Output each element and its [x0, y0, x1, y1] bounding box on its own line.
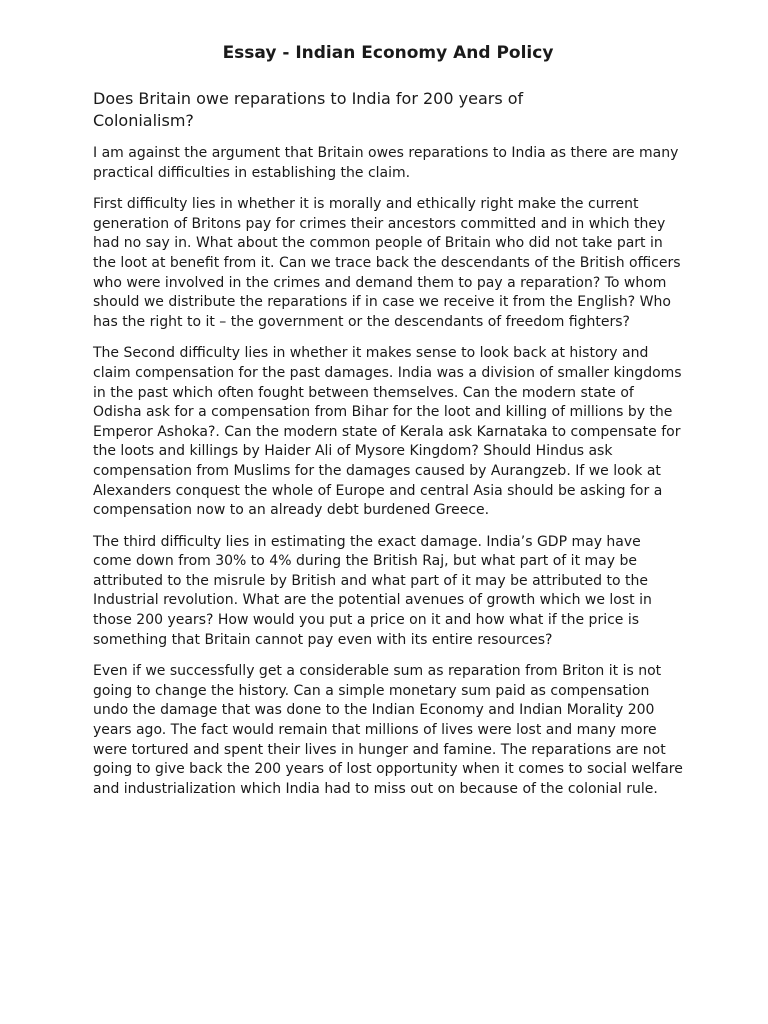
- document-page: [93, 42, 683, 811]
- paragraph-second-difficulty: The Second difficulty lies in whether it makes sense to look back at history and claim compensation for the past damages. India was a division of smaller kingdoms in the past which often fought between themselves. Can the modern state of Odisha ask for a compensation from Bihar for the loot and killing of millions by the Emperor Ashoka?. Can the modern state of Kerala ask Karnataka to compensate for the loots and killings by Haider Ali of Mysore Kingdom? Should Hindus ask compensation from Muslims for the damages caused by Aurangzeb. If we look at Alexanders conquest the whole of Europe and central Asia should be asking for a compensation now to an already debt burdened Greece.: [93, 345, 682, 519]
- essay-question: Does Britain owe reparations to India for 200 years of Colonialism?: [93, 89, 524, 130]
- paragraph-first-difficulty: First difficulty lies in whether it is morally and ethically right make the current generation of Britons pay for crimes their ancestors committed and in which they had no say in. What about the common people of Britain who did not take part in the loot at benefit from it. Can we trace back the descendants of the British officers who were involved in the crimes and demand them to pay a reparation? To whom should we distribute the reparations if in case we receive it from the English? Who has the right to it – the government or the descendants of freedom fighters?: [93, 196, 681, 330]
- paragraph-intro: I am against the argument that Britain owes reparations to India as there are many practical difficulties in establishing the claim.: [93, 145, 679, 181]
- paragraph-conclusion: Even if we successfully get a considerable sum as reparation from Briton it is not going to change the history. Can a simple monetary sum paid as compensation undo the damage that was done to the Indian Economy and Indian Morality 200 years ago. The fact would remain that millions of lives were lost and many more were tortured and spent their lives in hunger and famine. The reparations are not going to give back the 200 years of lost opportunity when it comes to social welfare and industrialization which India had to miss out on because of the colonial rule.: [93, 663, 683, 797]
- paragraph-third-difficulty: The third difficulty lies in estimating the exact damage. India’s GDP may have come down from 30% to 4% during the British Raj, but what part of it may be attributed to the misrule by British and what part of it may be attributed to the Industrial revolution. What are the potential avenues of growth which we lost in those 200 years? How would you put a price on it and how what if the price is something that Britain cannot pay even with its entire resources?: [93, 533, 652, 648]
- document-title: Essay - Indian Economy And Policy: [222, 43, 554, 63]
